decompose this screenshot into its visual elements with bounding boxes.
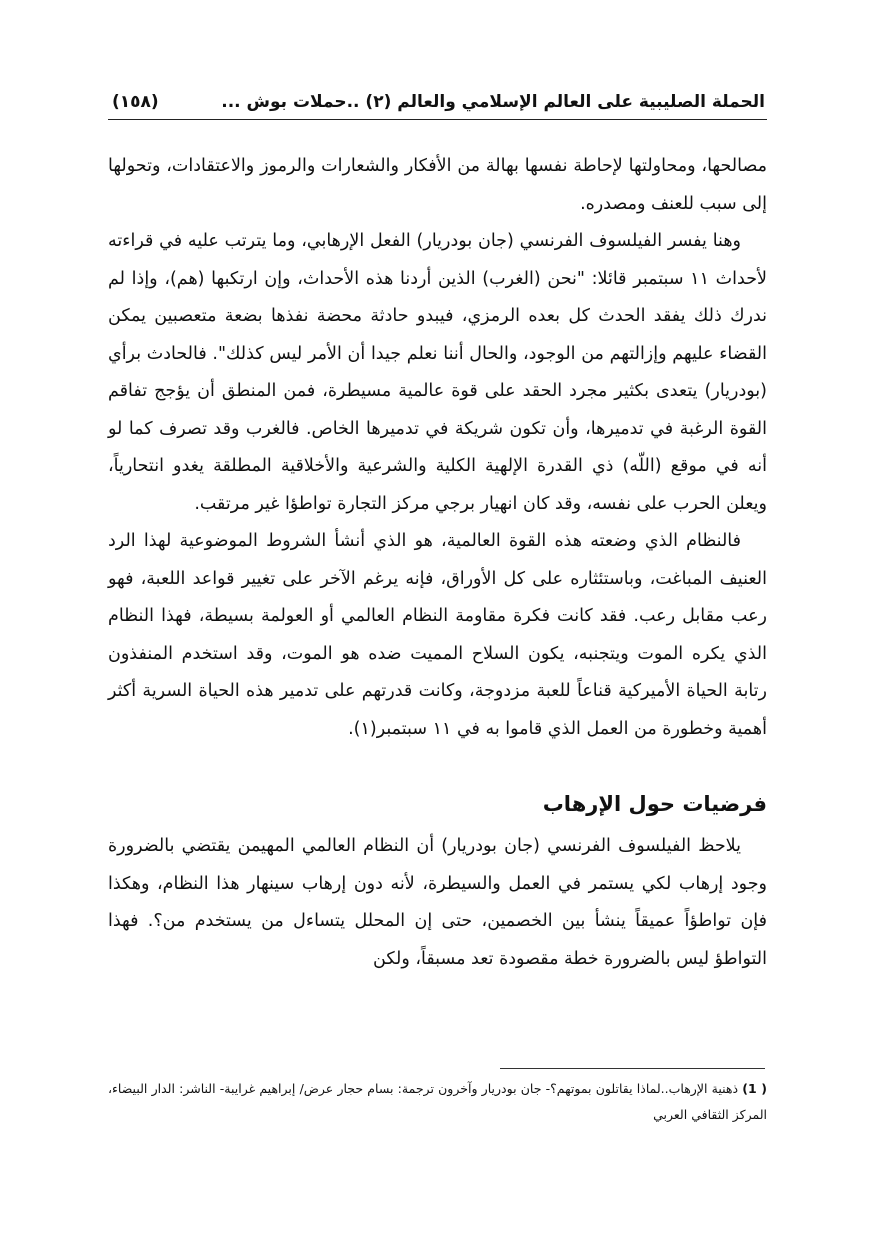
header-divider [108, 119, 767, 120]
paragraph-1: مصالحها، ومحاولتها لإحاطة نفسها بهالة من الأفكار والشعارات والرموز والاعتقادات، وتحولها إلى سبب للعنف ومصدره. [108, 156, 767, 214]
header-title: الحملة الصليبية على العالم الإسلامي والعالم (٢) ..حملات بوش ... [221, 92, 765, 112]
paragraph-3: فالنظام الذي وضعته هذه القوة العالمية، هو الذي أنشأ الشروط الموضوعية لهذا الرد العنيف المباغت، وباستئثاره على كل الأوراق، فإنه يرغم الآخر على تغيير قواعد اللعبة، فهو رعب مقابل رعب. فقد كانت فكرة مقاومة النظام العالمي أو العولمة بسيطة، فهذا النظام الذي يكره الموت ويتجنبه، يكون السلاح المميت ضده هو الموت، وقد استخدم المنفذون رتابة الحياة الأميركية قناعاً للعبة مزدوجة، وكانت قدرتهم على تدمير هذه الحياة السرية أكثر أهمية وخطورة من العمل الذي قاموا به في ١١ سبتمبر(١). [108, 531, 767, 739]
footnote-marker: ( 1) [742, 1081, 767, 1096]
footnote-divider [500, 1068, 765, 1069]
section-heading: فرضيات حول الإرهاب [542, 792, 767, 816]
main-text [108, 148, 767, 978]
paragraph-2: وهنا يفسر الفيلسوف الفرنسي (جان بودريار) الفعل الإرهابي، وما يترتب عليه في قراءته لأحداث ١١ سبتمبر قائلا: "نحن (الغرب) الذين أردنا هذه الأحداث، وإن ارتكبها (هم)، وإذا لم ندرك ذلك يفقد الحدث كل بعده الرمزي، فيبدو حادثة محضة نفذها بضعة متعصبين يمكن القضاء عليهم وإزالتهم من الوجود، والحال أننا نعلم جيدا أن الأمر ليس كذلك". فالحادث برأي (بودريار) يتعدى بكثير مجرد الحقد على قوة عالمية مسيطرة، فمن المنطق أن يؤجج تفاقم القوة الرغبة في تدميرها، وأن تكون شريكة في تدميرها الخاص. فالغرب وقد تصرف كما لو أنه في موقع (اللّه) ذي القدرة الإلهية الكلية والشرعية والأخلاقية المطلقة يغدو انتحارياً، ويعلن الحرب على نفسه، وقد كان انهيار برجي مركز التجارة تواطؤا غير مرتقب. [108, 231, 767, 514]
section-paragraph: يلاحظ الفيلسوف الفرنسي (جان بودريار) أن النظام العالمي المهيمن يقتضي بالضرورة وجود إرهاب لكي يستمر في العمل والسيطرة، لأنه دون إرهاب سينهار هذا النظام، وهكذا فإن تواطؤاً عميقاً ينشأ بين الخصمين، حتى إن المحلل يتساءل من يستخدم من؟. فهذا التواطؤ ليس بالضرورة خطة مقصودة تعد مسبقاً، ولكن [108, 836, 767, 969]
running-header [108, 86, 767, 120]
page-number: (١٥٨) [112, 92, 159, 112]
footnote [108, 1076, 767, 1128]
footnote-text: ذهنية الإرهاب..لماذا يقاتلون بموتهم؟- جان بودريار وآخرون ترجمة: بسام حجار عرض/ إبراهيم غرايبة- الناشر: الدار البيضاء، المركز الثقافي العربي [108, 1081, 767, 1122]
